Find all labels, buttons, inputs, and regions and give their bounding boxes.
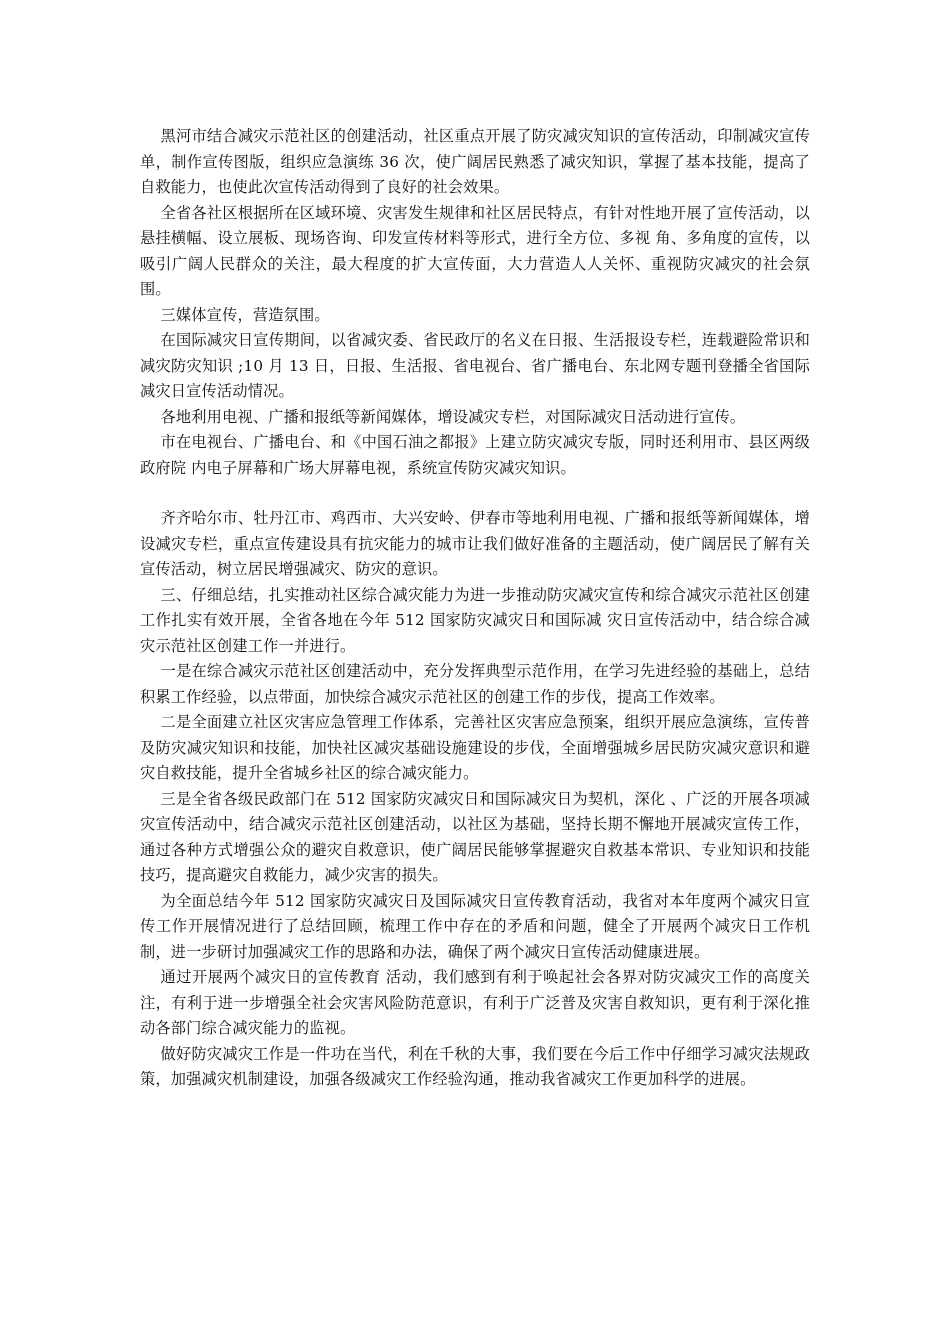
paragraph-summary-heading: 三、仔细总结，扎实推动社区综合减灾能力为进一步推动防灾减灾宣传和综合减灾示范社区创建工作扎实有效开展，全省各地在今年 512 国家防灾减灾日和国际减 灾日宣传活动中，结合综合减灾示范社区创建工作一并进行。 (140, 585, 810, 655)
document-body (140, 124, 810, 1093)
paragraph-closing: 做好防灾减灾工作是一件功在当代，利在千秋的大事，我们要在今后工作中仔细学习减灾法规政策，加强减灾机制建设，加强各级减灾工作经验沟通，推动我省减灾工作更加科学的进展。 (140, 1044, 810, 1088)
paragraph-province-communities: 全省各社区根据所在区域环境、灾害发生规律和社区居民特点，有针对性地开展了宣传活动，以悬挂横幅、设立展板、现场咨询、印发宣传材料等形式，进行全方位、多视 角、多角度的宣传，以吸引广阔人民群众的关注，最大程度的扩大宣传面，大力营造人人关怀、重视防灾减灾的社会氛围。 (140, 203, 810, 298)
paragraph-qiqihar: 齐齐哈尔市、牡丹江市、鸡西市、大兴安岭、伊春市等地利用电视、广播和报纸等新闻媒体，增设减灾专栏，重点宣传建设具有抗灾能力的城市让我们做好准备的主题活动，使广阔居民了解有关宣传活动，树立居民增强减灾、防灾的意识。 (140, 509, 810, 578)
paragraph-local-media: 各地利用电视、广播和报纸等新闻媒体，增设减灾专栏，对国际减灾日活动进行宣传。 (160, 407, 746, 426)
paragraph-disaster-day-publicity: 在国际减灾日宣传期间，以省减灾委、省民政厅的名义在日报、生活报设专栏，连载避险常识和减灾防灾知识 ;10 月 13 日，日报、生活报、省电视台、省广播电台、东北网专题刊登播全省国际减灾日宣传活动情况。 (140, 331, 810, 400)
paragraph-point-two: 二是全面建立社区灾害应急管理工作体系，完善社区灾害应急预案，组织开展应急演练，宣传普及防灾减灾知识和技能，加快社区减灾基础设施建设的步伐，全面增强城乡居民防灾减灾意识和避灾自救技能，提升全省城乡社区的综合减灾能力。 (140, 713, 810, 782)
paragraph-annual-review: 为全面总结今年 512 国家防灾减灾日及国际减灾日宣传教育活动，我省对本年度两个减灾日宣传工作开展情况进行了总结回顾，梳理工作中存在的矛盾和问题，健全了开展两个减灾日工作机制，进一步研讨加强减灾工作的思路和办法，确保了两个减灾日宣传活动健康进展。 (140, 891, 810, 961)
paragraph-point-one: 一是在综合减灾示范社区创建活动中，充分发挥典型示范作用，在学习先进经验的基础上，总结积累工作经验，以点带面，加快综合减灾示范社区的创建工作的步伐，提高工作效率。 (140, 662, 810, 706)
paragraph-point-three: 三是全省各级民政部门在 512 国家防灾减灾日和国际减灾日为契机，深化 、广泛的开展各项减灾宣传活动中，结合减灾示范社区创建活动，以社区为基础，坚持长期不懈地开展减灾宣传工作，通过各种方式增强公众的避灾自救意识，使广阔居民能够掌握避灾自救基本常识、专业知识和技能技巧，提高避灾自救能力，减少灾害的损失。 (140, 789, 810, 884)
paragraph-heihe: 黑河市结合减灾示范社区的创建活动，社区重点开展了防灾减灾知识的宣传活动，印制减灾宣传单，制作宣传图版，组织应急演练 36 次，使广阔居民熟悉了减灾知识，掌握了基本技能，提高了自救能力，也使此次宣传活动得到了良好的社会效果。 (140, 127, 810, 196)
paragraph-conclusion: 通过开展两个减灾日的宣传教育 活动，我们感到有利于唤起社会各界对防灾减灾工作的高度关注，有利于进一步增强全社会灾害风险防范意识，有利于广泛普及灾害自救知识，更有利于深化推动各部门综合减灾能力的监视。 (140, 968, 810, 1037)
paragraph-media-heading: 三媒体宣传，营造氛围。 (160, 305, 330, 324)
paragraph-city-tv: 市在电视台、广播电台、和《中国石油之都报》上建立防灾减灾专版，同时还利用市、县区两级政府院 内电子屏幕和广场大屏幕电视，系统宣传防灾减灾知识。 (140, 433, 810, 477)
